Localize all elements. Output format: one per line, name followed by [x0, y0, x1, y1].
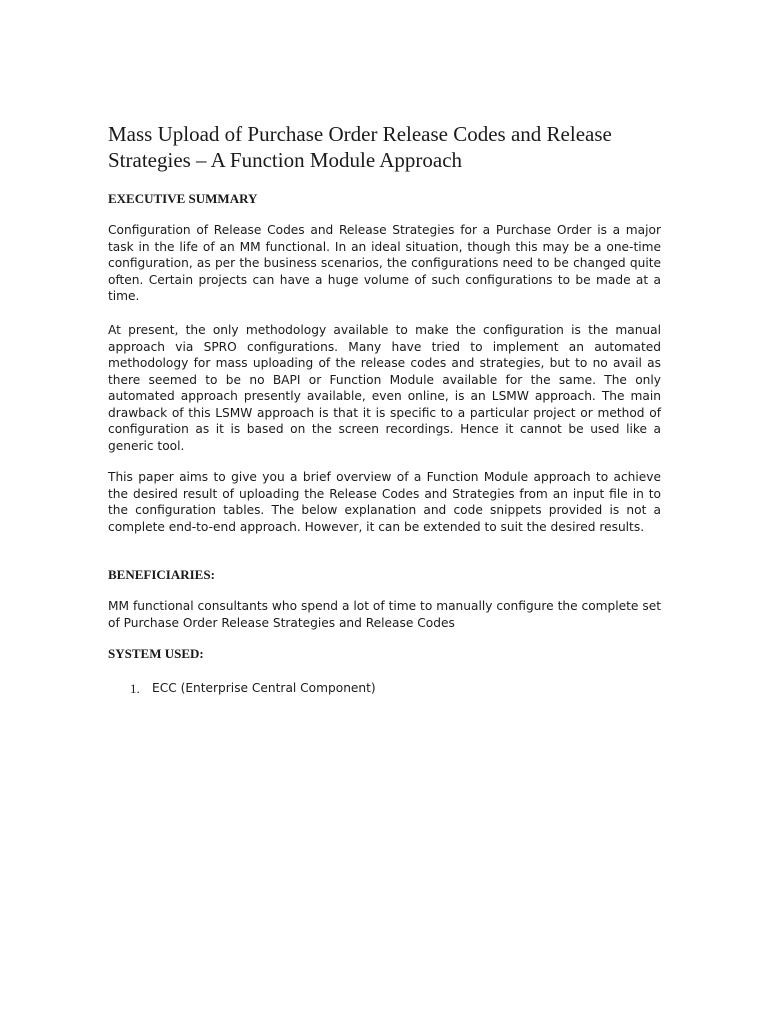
list-item	[108, 680, 661, 697]
executive-summary-heading: EXECUTIVE SUMMARY	[108, 191, 258, 206]
system-used-heading: SYSTEM USED:	[108, 646, 204, 661]
executive-summary-paragraph-1: Configuration of Release Codes and Release Strategies for a Purchase Order is a major task in the life of an MM functional. In an ideal situation, though this may be a one-time configuration, as per the business scenarios, the configurations need to be changed quite often. Certain projects can have a huge volume of such configurations to be made at a time.	[108, 223, 661, 303]
executive-summary-paragraph-3: This paper aims to give you a brief overview of a Function Module approach to achieve the desired result of uploading the Release Codes and Strategies from an input file in to the configuration tables. The below explanation and code snippets provided is not a complete end-to-end approach. However, it can be extended to suit the desired results.	[108, 470, 661, 534]
beneficiaries-paragraph: MM functional consultants who spend a lot of time to manually configure the complete set of Purchase Order Release Strategies and Release Codes	[108, 599, 661, 630]
system-used-list	[108, 680, 661, 697]
list-item-number: 1.	[130, 681, 140, 696]
document-title: Mass Upload of Purchase Order Release Codes and Release Strategies – A Function Module Approach	[108, 122, 612, 172]
list-item-text: ECC (Enterprise Central Component)	[152, 681, 376, 695]
beneficiaries-heading: BENEFICIARIES:	[108, 567, 215, 582]
executive-summary-paragraph-2: At present, the only methodology available to make the configuration is the manual approach via SPRO configurations. Many have tried to implement an automated methodology for mass uploading of the release codes and strategies, but to no avail as there seemed to be no BAPI or Function Module available for the same. The only automated approach presently available, even online, is an LSMW approach. The main drawback of this LSMW approach is that it is specific to a particular project or method of configuration as it is based on the screen recordings. Hence it cannot be used like a generic tool.	[108, 323, 661, 453]
